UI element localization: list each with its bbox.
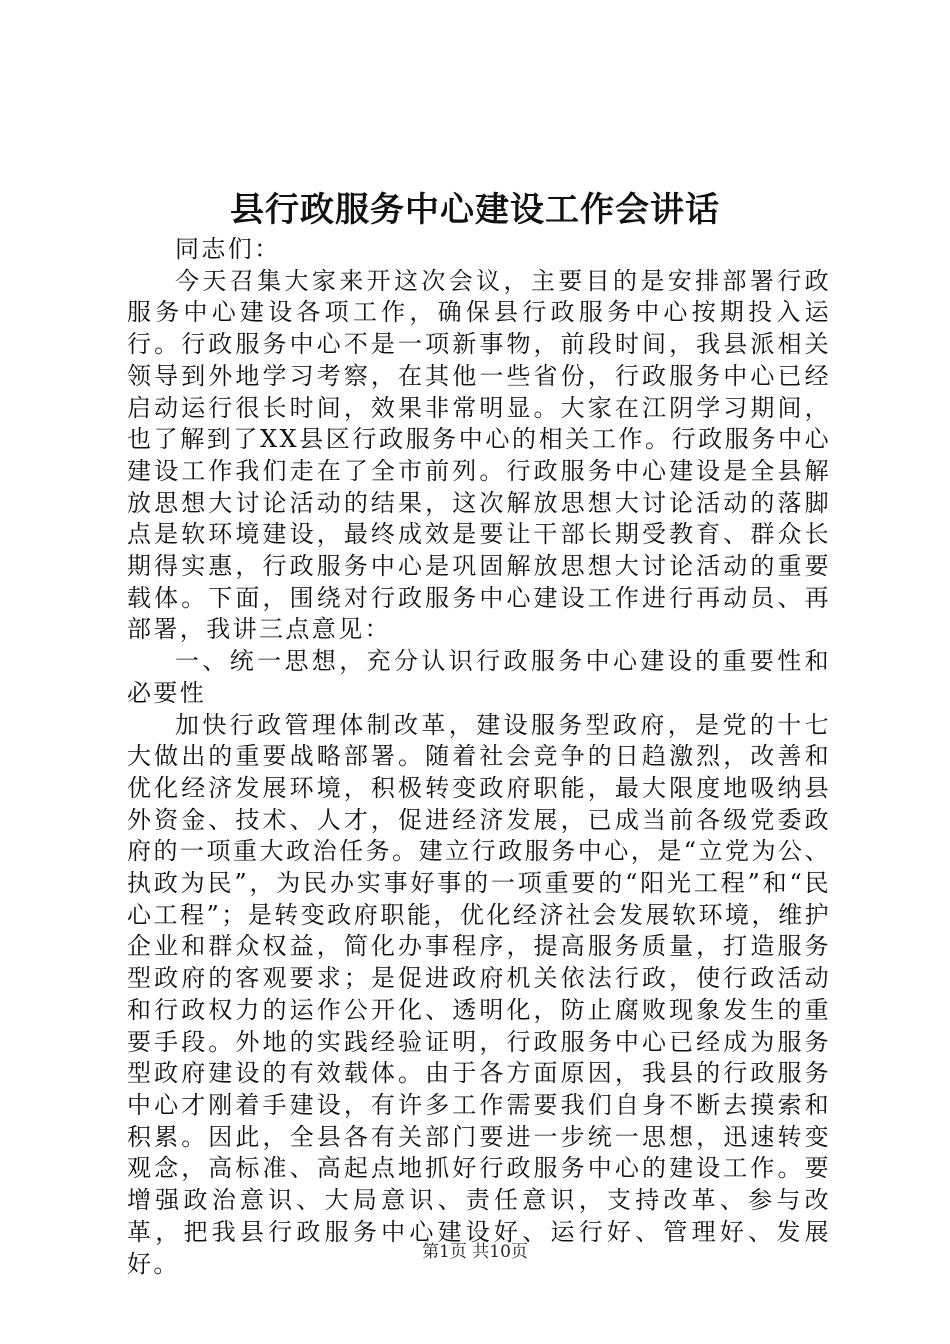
document-body [127,234,831,1280]
document-title: 县行政服务中心建设工作会讲话 [230,190,720,230]
section-heading-1: 一、统一思想，充分认识行政服务中心建设的重要性和必要性 [127,647,831,707]
page-footer: 第1页 共10页 [422,1242,528,1262]
paragraph-intro: 今天召集大家来开这次会议，主要目的是安排部署行政服务中心建设各项工作，确保县行政服务中心按期投入运行。行政服务中心不是一项新事物，前段时间，我县派相关领导到外地学习考察，在其他一些省份，行政服务中心已经启动运行很长时间，效果非常明显。大家在江阴学习期间，也了解到了XX县区行政服务中心的相关工作。行政服务中心建设工作我们走在了全市前列。行政服务中心建设是全县解放思想大讨论活动的结果，这次解放思想大讨论活动的落脚点是软环境建设，最终成效是要让干部长期受教育、群众长期得实惠，行政服务中心是巩固解放思想大讨论活动的重要载体。下面，围绕对行政服务中心建设工作进行再动员、再部署，我讲三点意见： [127,266,831,644]
greeting-line: 同志们： [175,235,281,263]
paragraph-section-1: 加快行政管理体制改革，建设服务型政府，是党的十七大做出的重要战略部署。随着社会竞争的日趋激烈，改善和优化经济发展环境，积极转变政府职能，最大限度地吸纳县外资金、技术、人才，促进经济发展，已成当前各级党委政府的一项重大政治任务。建立行政服务中心，是“立党为公、执政为民”，为民办实事好事的一项重要的“阳光工程”和“民心工程”；是转变政府职能，优化经济社会发展软环境，维护企业和群众权益，简化办事程序，提高服务质量，打造服务型政府的客观要求；是促进政府机关依法行政，使行政活动和行政权力的运作公开化、透明化，防止腐败现象发生的重要手段。外地的实践经验证明，行政服务中心已经成为服务型政府建设的有效载体。由于各方面原因，我县的行政服务中心才刚着手建设，有许多工作需要我们自身不断去摸索和积累。因此，全县各有关部门要进一步统一思想，迅速转变观念，高标准、高起点地抓好行政服务中心的建设工作。要增强政治意识、大局意识、责任意识，支持改革、参与改革，把我县行政服务中心建设好、运行好、管理好、发展好。 [127,710,831,1278]
